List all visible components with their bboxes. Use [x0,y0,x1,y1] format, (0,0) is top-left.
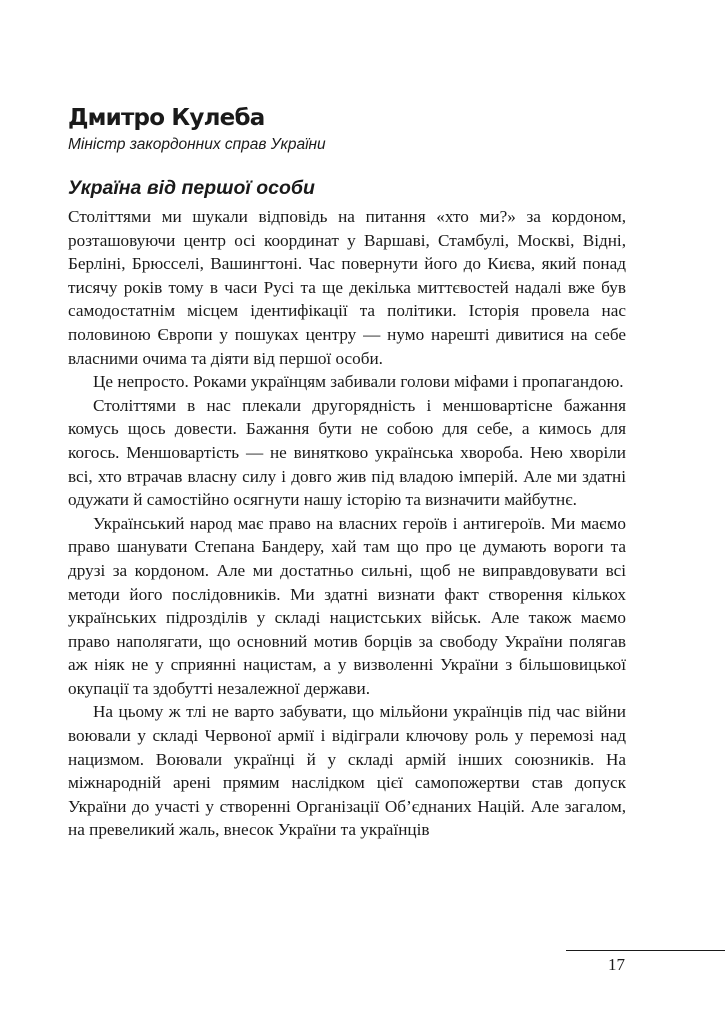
article-title: Україна від першої особи [68,177,315,199]
paragraph: Століттями ми шукали відповідь на питання «хто ми?» за кордоном, розташовуючи центр осі координат у Варшаві, Стамбулі, Москві, Відні, Берліні, Брюсселі, Вашингтоні. Час повернути його до Києва, який понад тисячу років тому в часи Русі та ще декілька миттєвостей надалі вже був самодостатнім місцем ідентифікації та політики. Історія провела нас половиною Європи у пошуках центру — нумо нарешті дивитися на себе власними очима та діяти від першої особи. [68,207,626,368]
footer-rule [566,950,725,951]
author-name: Дмитро Кулеба [68,105,265,131]
paragraph: Століттями в нас плекали другорядність і меншовартісне бажання комусь щось довести. Бажання бути не собою для себе, а кимось для когось. Меншовартість — не винятково українська хвороба. Нею хворіли всі, хто втрачав власну силу і довго жив під владою імперій. Але ми здатні одужати й самостійно осягнути нашу історію та визначити майбутнє. [68,395,626,510]
paragraph: Це непросто. Роками українцям забивали голови міфами і пропагандою. [93,372,624,392]
paragraph: Український народ має право на власних героїв і антигероїв. Ми маємо право шанувати Степана Бандеру, хай там що про це думають вороги та друзі за кордоном. Але ми достатньо сильні, щоб не виправдовувати всі методи його послідовників. Ми здатні визнати факт створення кількох українських підрозділів у складі нацистських військ. Але також маємо право наполягати, що основний мотив борців за свободу України полягав аж ніяк не у сприянні нацистам, а у визволенні України з більшовицької окупації та здобутті незалежної держави. [68,513,626,698]
paragraph: На цьому ж тлі не варто забувати, що мільйони українців під час війни воювали у складі Червоної армії і відіграли ключову роль у перемозі над нацизмом. Воювали українці й у складі армій інших союзників. На міжнародній арені прямим наслідком цієї самопожертви став допуск України до участі у створенні Організації Об’єднаних Націй. Але загалом, на превеликий жаль, внесок України та українців [68,702,626,840]
article-body [68,205,626,842]
author-role: Міністр закордонних справ України [68,136,326,153]
page-number: 17 [608,955,625,974]
